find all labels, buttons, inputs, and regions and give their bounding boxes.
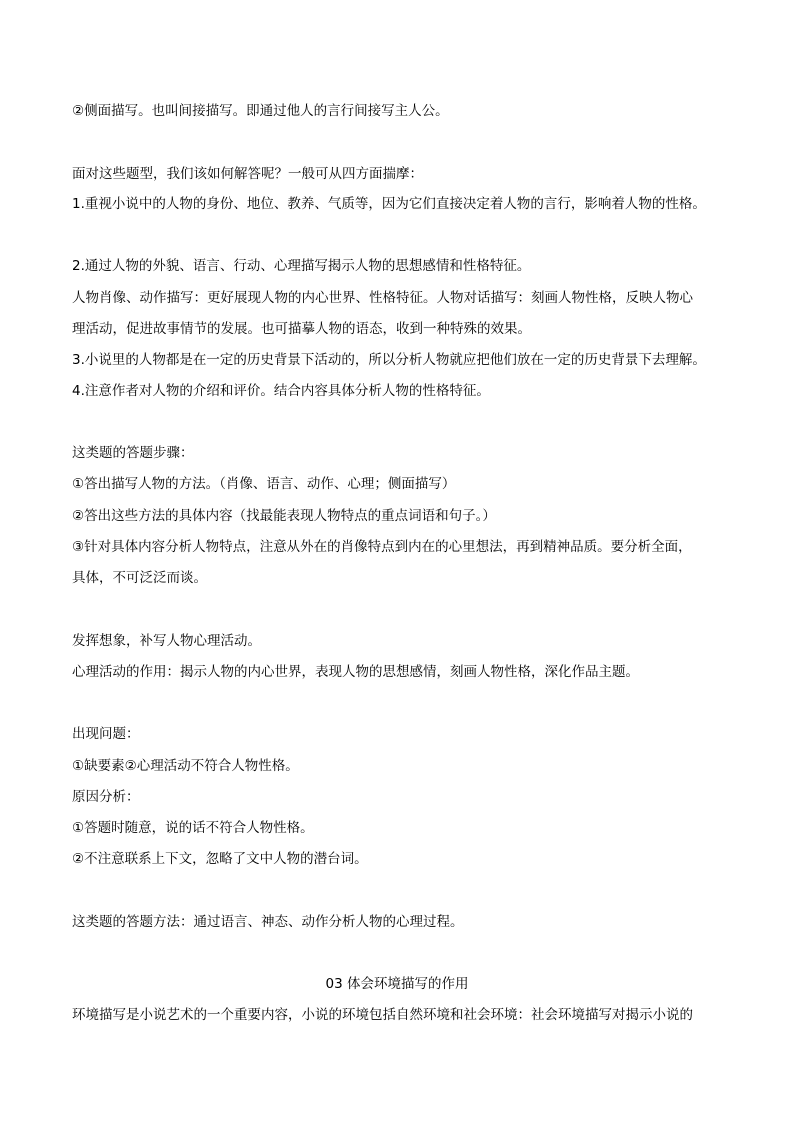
text-line: ②不注意联系上下文，忽略了文中人物的潜台词。 xyxy=(72,851,368,867)
text-line: 环境描写是小说艺术的一个重要内容，小说的环境包括自然环境和社会环境：社会环境描写对揭示小说的 xyxy=(72,1007,693,1023)
text-line: 发挥想象，补写人物心理活动。 xyxy=(72,633,261,649)
text-line: 心理活动的作用：揭示人物的内心世界，表现人物的思想感情，刻画人物性格，深化作品主题。 xyxy=(72,664,639,680)
text-line: ①答题时随意，说的话不符合人物性格。 xyxy=(72,820,314,836)
text-line: 这类题的答题方法：通过语言、神态、动作分析人物的心理过程。 xyxy=(72,914,464,930)
text-line: 4.注意作者对人物的介绍和评价。结合内容具体分析人物的性格特征。 xyxy=(72,383,490,399)
text-line: ①缺要素②心理活动不符合人物性格。 xyxy=(72,758,299,774)
text-line: ③针对具体内容分析人物特点，注意从外在的肖像特点到内在的心里想法，再到精神品质。要分析全面， xyxy=(72,539,692,555)
text-line: 具体，不可泛泛而谈。 xyxy=(72,570,207,586)
text-line: 理活动，促进故事情节的发展。也可描摹人物的语态，收到一种特殊的效果。 xyxy=(72,321,531,337)
text-line: 3.小说里的人物都是在一定的历史背景下活动的，所以分析人物就应把他们放在一定的历史背景下去理解。 xyxy=(72,352,706,368)
text-line: ②侧面描写。也叫间接描写。即通过他人的言行间接写主人公。 xyxy=(72,103,449,119)
text-line: 这类题的答题步骤： xyxy=(72,445,194,461)
text-line: ②答出这些方法的具体内容（找最能表现人物特点的重点词语和句子。） xyxy=(72,508,496,524)
text-line: 出现问题： xyxy=(72,726,140,742)
text-line: 1.重视小说中的人物的身份、地位、教养、气质等，因为它们直接决定着人物的言行，影响着人物的性格。 xyxy=(72,196,706,212)
text-line: 2.通过人物的外貌、语言、行动、心理描写揭示人物的思想感情和性格特征。 xyxy=(72,258,531,274)
text-line: 面对这些题型，我们该如何解答呢？一般可从四方面揣摩： xyxy=(72,166,423,182)
text-line: 原因分析： xyxy=(72,789,140,805)
section-heading: 03 体会环境描写的作用 xyxy=(325,976,469,992)
text-line: ①答出描写人物的方法。（肖像、语言、动作、心理；侧面描写） xyxy=(72,476,456,492)
text-line: 人物肖像、动作描写：更好展现人物的内心世界、性格特征。人物对话描写：刻画人物性格，反映人物心 xyxy=(72,290,693,306)
